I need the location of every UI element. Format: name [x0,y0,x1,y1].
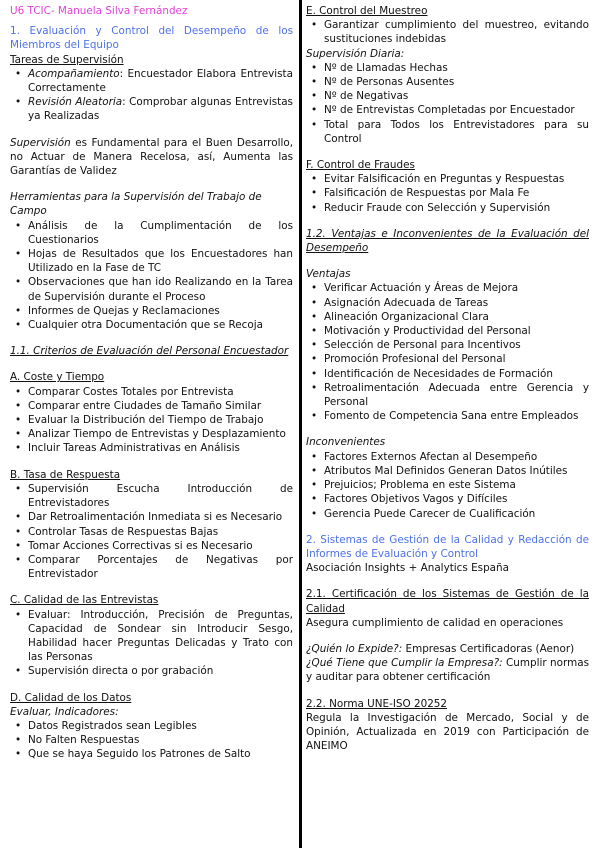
control-fraudes-heading: F. Control de Fraudes [306,159,415,172]
list-item: • Dar Retroalimentación Inmediata si es Necesario [10,510,293,524]
list-item: • Supervisión directa o por grabación [10,664,293,678]
supervision-paragraph: Supervisión es Fundamental para el Buen Desarrollo, no Actuar de Manera Recelosa, así, Aumenta las Garantías de Validez [10,136,293,178]
calidad-datos-list [10,719,293,762]
list-item: • Total para Todos los Entrevistadores para su Control [306,118,589,146]
section-1-title: 1. Evaluación y Control del Desempeño de los Miembros del Equipo [10,25,293,52]
control-muestreo-heading: E. Control del Muestreo [306,5,428,17]
certificacion-heading: 2.1. Certificación de los Sistemas de Gestión de la Calidad [306,588,589,615]
herramientas-list [10,219,293,333]
list-item: • Identificación de Necesidades de Formación [306,367,589,381]
list-item: • Incluir Tareas Administrativas en Análisis [10,441,293,455]
list-item: • Informes de Quejas y Reclamaciones [10,304,293,318]
list-item: • Alineación Organizacional Clara [306,310,589,324]
list-item: • Reducir Fraude con Selección y Supervisión [306,201,589,215]
list-item: • Datos Registrados sean Legibles [10,719,293,733]
list-item: • Acompañamiento: Encuestador Elabora Entrevista Correctamente [10,67,293,95]
list-item: • Prejuicios; Problema en este Sistema [306,478,589,492]
list-item: • Atributos Mal Definidos Generan Datos Inútiles [306,464,589,478]
calidad-datos-subheading: Evaluar, Indicadores: [10,705,119,718]
list-item: • Análisis de la Cumplimentación de los Cuestionarios [10,219,293,247]
tareas-heading: Tareas de Supervisión [10,53,124,66]
list-item: • Factores Objetivos Vagos y Difíciles [306,492,589,506]
inconvenientes-heading: Inconvenientes [306,436,386,449]
list-item: • Falsificación de Respuestas por Mala Fe [306,186,589,200]
calidad-datos-heading: D. Calidad de los Datos [10,691,132,704]
list-item: • Nº de Llamadas Hechas [306,61,589,75]
document-title: U6 TCIC- Manuela Silva Fernández [10,5,188,17]
list-item: • Hojas de Resultados que los Encuestadores han Utilizado en la Fase de TC [10,247,293,275]
ventajas-heading: Ventajas [306,268,351,281]
list-item: • Comparar Costes Totales por Entrevista [10,385,293,399]
list-item: • Selección de Personal para Incentivos [306,338,589,352]
list-item: • Revisión Aleatoria: Comprobar algunas Entrevistas ya Realizadas [10,95,293,123]
criterios-heading: 1.1. Criterios de Evaluación del Personal Encuestador [10,345,289,358]
inconvenientes-list [306,450,589,521]
quien-expide-line: ¿Quién lo Expide?: Empresas Certificadoras (Aenor) [306,642,575,655]
list-item: • Nº de Entrevistas Completadas por Encuestador [306,103,589,117]
list-item: • Nº de Negativas [306,89,589,103]
tareas-list [10,67,293,124]
list-item: • Evitar Falsificación en Preguntas y Respuestas [306,172,589,186]
list-item: • Comparar entre Ciudades de Tamaño Similar [10,399,293,413]
list-item: • Promoción Profesional del Personal [306,352,589,366]
supervision-diaria-list [306,61,589,146]
list-item: • Nº de Personas Ausentes [306,75,589,89]
list-item: • Factores Externos Afectan al Desempeño [306,450,589,464]
tasa-respuesta-list [10,482,293,581]
list-item: • Que se haya Seguido los Patrones de Salto [10,747,293,761]
coste-tiempo-list [10,385,293,456]
list-item: • Motivación y Productividad del Personal [306,324,589,338]
list-item: • Evaluar: Introducción, Precisión de Preguntas, Capacidad de Sondear sin Introducir Sesgo, Habilidad hacer Preguntas Delicadas y Trato con las Personas [10,608,293,665]
control-muestreo-list [306,18,589,46]
list-item: • Fomento de Competencia Sana entre Empleados [306,409,589,423]
list-item: • Verificar Actuación y Áreas de Mejora [306,281,589,295]
list-item: • Comparar Porcentajes de Negativas por Entrevistador [10,553,293,581]
right-column [306,4,589,753]
ventajas-list [306,281,589,423]
list-item: • Gerencia Puede Carecer de Cualificación [306,507,589,521]
list-item: • Retroalimentación Adecuada entre Gerencia y Personal [306,381,589,409]
list-item: • Evaluar la Distribución del Tiempo de Trabajo [10,413,293,427]
asociacion-text: Asociación Insights + Analytics España [306,562,510,575]
section-2-title: 2. Sistemas de Gestión de la Calidad y Redacción de Informes de Evaluación y Control [306,533,589,560]
supervision-diaria-heading: Supervisión Diaria: [306,47,405,60]
certificacion-text: Asegura cumplimiento de calidad en operaciones [306,616,564,629]
list-item: • Analizar Tiempo de Entrevistas y Desplazamiento [10,427,293,441]
norma-heading: 2.2. Norma UNE-ISO 20252 [306,697,448,710]
herramientas-heading: Herramientas para la Supervisión del Trabajo de Campo [10,191,262,218]
calidad-entrevistas-heading: C. Calidad de las Entrevistas [10,594,159,607]
norma-text: Regula la Investigación de Mercado, Social y de Opinión, Actualizada en 2019 con Participación de ANEIMO [306,711,589,753]
control-fraudes-list [306,172,589,215]
list-item: • No Falten Respuestas [10,733,293,747]
list-item: • Supervisión Escucha Introducción de Entrevistadores [10,482,293,510]
list-item: • Tomar Acciones Correctivas si es Necesario [10,539,293,553]
tasa-respuesta-heading: B. Tasa de Respuesta [10,468,121,481]
column-divider [299,0,302,848]
calidad-entrevistas-list [10,608,293,679]
list-item: • Observaciones que han ido Realizando en la Tarea de Supervisión durante el Proceso [10,275,293,303]
list-item: • Controlar Tasas de Respuestas Bajas [10,525,293,539]
list-item: • Cualquier otra Documentación que se Recoja [10,318,293,332]
coste-tiempo-heading: A. Coste y Tiempo [10,371,105,384]
list-item: • Garantizar cumplimiento del muestreo, evitando sustituciones indebidas [306,18,589,46]
que-cumplir-line: ¿Qué Tiene que Cumplir la Empresa?: Cumplir normas y auditar para obtener certificación [306,657,589,684]
left-column [10,4,293,762]
ventajas-section-heading: 1.2. Ventajas e Inconvenientes de la Evaluación del Desempeño [306,227,589,255]
list-item: • Asignación Adecuada de Tareas [306,296,589,310]
